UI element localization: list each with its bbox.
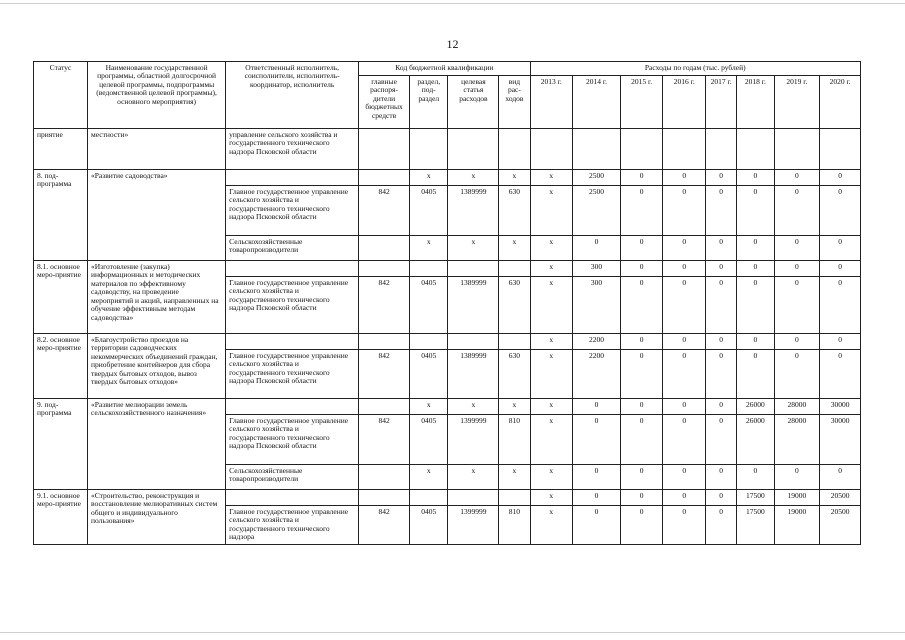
- header-year: 2016 г.: [663, 76, 706, 129]
- value-cell: 17500: [737, 490, 774, 506]
- type-cell: [499, 334, 530, 350]
- value-cell: 0: [663, 277, 706, 334]
- section-cell: [410, 129, 448, 170]
- value-cell: 0: [620, 465, 663, 490]
- value-cell: x: [530, 465, 573, 490]
- name-cell: местности»: [88, 129, 226, 170]
- table-row: [34, 170, 861, 186]
- value-cell: 0: [706, 350, 737, 399]
- value-cell: 0: [620, 506, 663, 545]
- value-cell: 0: [774, 236, 820, 261]
- target-cell: 1399999: [448, 506, 499, 545]
- responsible-cell: [226, 399, 359, 415]
- name-cell: «Строительство, реконструкция и восстановление мелиоративных систем общего и индивидуального пользования»: [88, 490, 226, 545]
- value-cell: 0: [737, 261, 774, 277]
- value-cell: 0: [820, 334, 861, 350]
- header-type: вид рас-ходов: [499, 76, 530, 129]
- value-cell: 0: [573, 399, 621, 415]
- value-cell: 26000: [737, 415, 774, 465]
- grbs-cell: [359, 170, 410, 186]
- value-cell: 26000: [737, 399, 774, 415]
- value-cell: 0: [706, 277, 737, 334]
- type-cell: x: [499, 236, 530, 261]
- value-cell: 0: [737, 236, 774, 261]
- value-cell: x: [530, 261, 573, 277]
- responsible-cell: Сельскохозяйственные товаропроизводители: [226, 236, 359, 261]
- section-cell: x: [410, 236, 448, 261]
- responsible-cell: управление сельского хозяйства и государственного технического надзора Псковской области: [226, 129, 359, 170]
- value-cell: 0: [774, 170, 820, 186]
- value-cell: 300: [573, 261, 621, 277]
- header-name: Наименование государственной программы, областной долгосрочной целевой программы, подпрограммы (ведомственной целевой программы), основного мероприятия): [88, 62, 226, 129]
- grbs-cell: 842: [359, 415, 410, 465]
- value-cell: x: [530, 186, 573, 236]
- value-cell: 300: [573, 277, 621, 334]
- value-cell: 0: [573, 465, 621, 490]
- value-cell: 28000: [774, 415, 820, 465]
- value-cell: x: [530, 277, 573, 334]
- value-cell: 0: [737, 465, 774, 490]
- responsible-cell: Сельскохозяйственные товаропроизводители: [226, 465, 359, 490]
- header-year: 2015 г.: [620, 76, 663, 129]
- value-cell: 0: [663, 415, 706, 465]
- section-cell: x: [410, 170, 448, 186]
- type-cell: x: [499, 399, 530, 415]
- value-cell: 17500: [737, 506, 774, 545]
- value-cell: x: [530, 334, 573, 350]
- value-cell: x: [530, 350, 573, 399]
- value-cell: 0: [774, 277, 820, 334]
- value-cell: 0: [737, 334, 774, 350]
- value-cell: 0: [620, 170, 663, 186]
- value-cell: 0: [706, 399, 737, 415]
- value-cell: x: [530, 236, 573, 261]
- header-responsible: Ответственный исполнитель, соисполнители, исполнитель-координатор, исполнитель: [226, 62, 359, 129]
- grbs-cell: 842: [359, 277, 410, 334]
- value-cell: 0: [706, 334, 737, 350]
- responsible-cell: Главное государственное управление сельского хозяйства и государственного технического надзора: [226, 506, 359, 545]
- section-cell: [410, 490, 448, 506]
- target-cell: x: [448, 399, 499, 415]
- section-cell: x: [410, 399, 448, 415]
- value-cell: 0: [620, 490, 663, 506]
- value-cell: 0: [706, 490, 737, 506]
- grbs-cell: 842: [359, 506, 410, 545]
- header-year: 2020 г.: [820, 76, 861, 129]
- value-cell: 0: [663, 170, 706, 186]
- type-cell: x: [499, 170, 530, 186]
- value-cell: 28000: [774, 399, 820, 415]
- value-cell: 0: [663, 261, 706, 277]
- type-cell: 630: [499, 186, 530, 236]
- value-cell: 0: [706, 506, 737, 545]
- value-cell: 0: [620, 399, 663, 415]
- value-cell: 0: [820, 261, 861, 277]
- value-cell: 0: [706, 186, 737, 236]
- responsible-cell: Главное государственное управление сельского хозяйства и государственного технического надзора Псковской области: [226, 415, 359, 465]
- grbs-cell: 842: [359, 186, 410, 236]
- name-cell: «Изготовление (закупка) информационных и методических материалов по эффективному садоводству, на проведение мероприятий и акций, направленных на обучение эффективным методам садоводства»: [88, 261, 226, 334]
- header-target: целевая статья расходов: [448, 76, 499, 129]
- value-cell: 30000: [820, 415, 861, 465]
- status-cell: 8.1. основное меро-приятие: [34, 261, 88, 334]
- value-cell: [706, 129, 737, 170]
- header-grbs: главные распоря-дители бюджетных средств: [359, 76, 410, 129]
- header-year: 2019 г.: [774, 76, 820, 129]
- value-cell: 0: [573, 415, 621, 465]
- value-cell: 0: [706, 415, 737, 465]
- status-cell: 8.2. основное меро-приятие: [34, 334, 88, 399]
- grbs-cell: [359, 129, 410, 170]
- table-row: [34, 129, 861, 170]
- value-cell: x: [530, 506, 573, 545]
- value-cell: 0: [737, 350, 774, 399]
- value-cell: 0: [774, 334, 820, 350]
- value-cell: x: [530, 399, 573, 415]
- status-cell: 9. под-программа: [34, 399, 88, 490]
- table-row: [34, 399, 861, 415]
- value-cell: 0: [620, 350, 663, 399]
- value-cell: [774, 129, 820, 170]
- value-cell: 0: [706, 236, 737, 261]
- target-cell: x: [448, 236, 499, 261]
- section-cell: 0405: [410, 277, 448, 334]
- value-cell: [530, 129, 573, 170]
- value-cell: 0: [774, 186, 820, 236]
- grbs-cell: 842: [359, 350, 410, 399]
- table-row: [34, 334, 861, 350]
- value-cell: [663, 129, 706, 170]
- table-row: [34, 490, 861, 506]
- section-cell: 0405: [410, 506, 448, 545]
- value-cell: 2200: [573, 350, 621, 399]
- value-cell: x: [530, 170, 573, 186]
- scan-edge-top: [0, 3, 905, 4]
- value-cell: 0: [706, 170, 737, 186]
- value-cell: 0: [706, 465, 737, 490]
- value-cell: 0: [774, 465, 820, 490]
- responsible-cell: Главное государственное управление сельского хозяйства и государственного технического надзора Псковской области: [226, 186, 359, 236]
- name-cell: «Развитие мелиорации земель сельскохозяйственного назначения»: [88, 399, 226, 490]
- value-cell: 0: [737, 186, 774, 236]
- value-cell: 0: [663, 490, 706, 506]
- section-cell: x: [410, 465, 448, 490]
- value-cell: 0: [620, 277, 663, 334]
- grbs-cell: [359, 236, 410, 261]
- table-row: [34, 261, 861, 277]
- header-budget-code: Код бюджетной квалификации: [359, 62, 530, 76]
- target-cell: 1389999: [448, 277, 499, 334]
- value-cell: x: [530, 415, 573, 465]
- grbs-cell: [359, 399, 410, 415]
- value-cell: 0: [573, 506, 621, 545]
- value-cell: 0: [620, 334, 663, 350]
- value-cell: 0: [820, 465, 861, 490]
- value-cell: 0: [774, 261, 820, 277]
- section-cell: 0405: [410, 186, 448, 236]
- responsible-cell: [226, 170, 359, 186]
- value-cell: 20500: [820, 506, 861, 545]
- value-cell: [573, 129, 621, 170]
- value-cell: 0: [663, 186, 706, 236]
- type-cell: [499, 129, 530, 170]
- status-cell: 9.1. основное меро-приятие: [34, 490, 88, 545]
- header-expenses: Расходы по годам (тыс. рублей): [530, 62, 861, 76]
- value-cell: 0: [620, 236, 663, 261]
- value-cell: 0: [573, 490, 621, 506]
- grbs-cell: [359, 490, 410, 506]
- responsible-cell: Главное государственное управление сельского хозяйства и государственного технического надзора Псковской области: [226, 350, 359, 399]
- type-cell: 810: [499, 415, 530, 465]
- value-cell: 0: [663, 399, 706, 415]
- page-number: 12: [446, 37, 459, 51]
- value-cell: 0: [663, 350, 706, 399]
- value-cell: 2500: [573, 170, 621, 186]
- header-year: 2014 г.: [573, 76, 621, 129]
- target-cell: [448, 261, 499, 277]
- status-cell: приятие: [34, 129, 88, 170]
- target-cell: 1389999: [448, 350, 499, 399]
- header-year: 2018 г.: [737, 76, 774, 129]
- status-cell: 8. под-программа: [34, 170, 88, 261]
- value-cell: 19000: [774, 506, 820, 545]
- target-cell: 1389999: [448, 186, 499, 236]
- type-cell: 630: [499, 277, 530, 334]
- header-year: 2017 г.: [706, 76, 737, 129]
- type-cell: 810: [499, 506, 530, 545]
- value-cell: 0: [620, 415, 663, 465]
- value-cell: 2200: [573, 334, 621, 350]
- name-cell: «Развитие садоводства»: [88, 170, 226, 261]
- value-cell: 2500: [573, 186, 621, 236]
- responsible-cell: [226, 261, 359, 277]
- section-cell: [410, 261, 448, 277]
- header-section: раздел, под-раздел: [410, 76, 448, 129]
- value-cell: 0: [620, 261, 663, 277]
- grbs-cell: [359, 465, 410, 490]
- value-cell: 0: [663, 236, 706, 261]
- value-cell: 0: [737, 170, 774, 186]
- value-cell: 0: [820, 236, 861, 261]
- value-cell: 0: [663, 506, 706, 545]
- value-cell: 0: [774, 350, 820, 399]
- target-cell: [448, 334, 499, 350]
- value-cell: 30000: [820, 399, 861, 415]
- section-cell: 0405: [410, 350, 448, 399]
- target-cell: x: [448, 170, 499, 186]
- budget-table: [33, 61, 861, 545]
- responsible-cell: [226, 490, 359, 506]
- target-cell: [448, 490, 499, 506]
- header-status: Статус: [34, 62, 88, 129]
- value-cell: 20500: [820, 490, 861, 506]
- type-cell: [499, 261, 530, 277]
- target-cell: [448, 129, 499, 170]
- type-cell: [499, 490, 530, 506]
- grbs-cell: [359, 334, 410, 350]
- header-year: 2013 г.: [530, 76, 573, 129]
- value-cell: 0: [663, 334, 706, 350]
- name-cell: «Благоустройство проездов на территории садоводческих некоммерческих объединений граждан, приобретение контейнеров для сбора твердых бытовых отходов, вывоз твердых бытовых отходов»: [88, 334, 226, 399]
- target-cell: 1399999: [448, 415, 499, 465]
- scan-edge-bottom: [0, 632, 905, 633]
- target-cell: x: [448, 465, 499, 490]
- type-cell: 630: [499, 350, 530, 399]
- value-cell: [737, 129, 774, 170]
- value-cell: 0: [737, 277, 774, 334]
- value-cell: 19000: [774, 490, 820, 506]
- type-cell: x: [499, 465, 530, 490]
- value-cell: [820, 129, 861, 170]
- value-cell: [620, 129, 663, 170]
- value-cell: x: [530, 490, 573, 506]
- value-cell: 0: [663, 465, 706, 490]
- value-cell: 0: [820, 186, 861, 236]
- section-cell: 0405: [410, 415, 448, 465]
- value-cell: 0: [820, 350, 861, 399]
- value-cell: 0: [820, 170, 861, 186]
- section-cell: [410, 334, 448, 350]
- responsible-cell: Главное государственное управление сельского хозяйства и государственного технического надзора Псковской области: [226, 277, 359, 334]
- grbs-cell: [359, 261, 410, 277]
- value-cell: 0: [706, 261, 737, 277]
- responsible-cell: [226, 334, 359, 350]
- value-cell: 0: [820, 277, 861, 334]
- value-cell: 0: [573, 236, 621, 261]
- value-cell: 0: [620, 186, 663, 236]
